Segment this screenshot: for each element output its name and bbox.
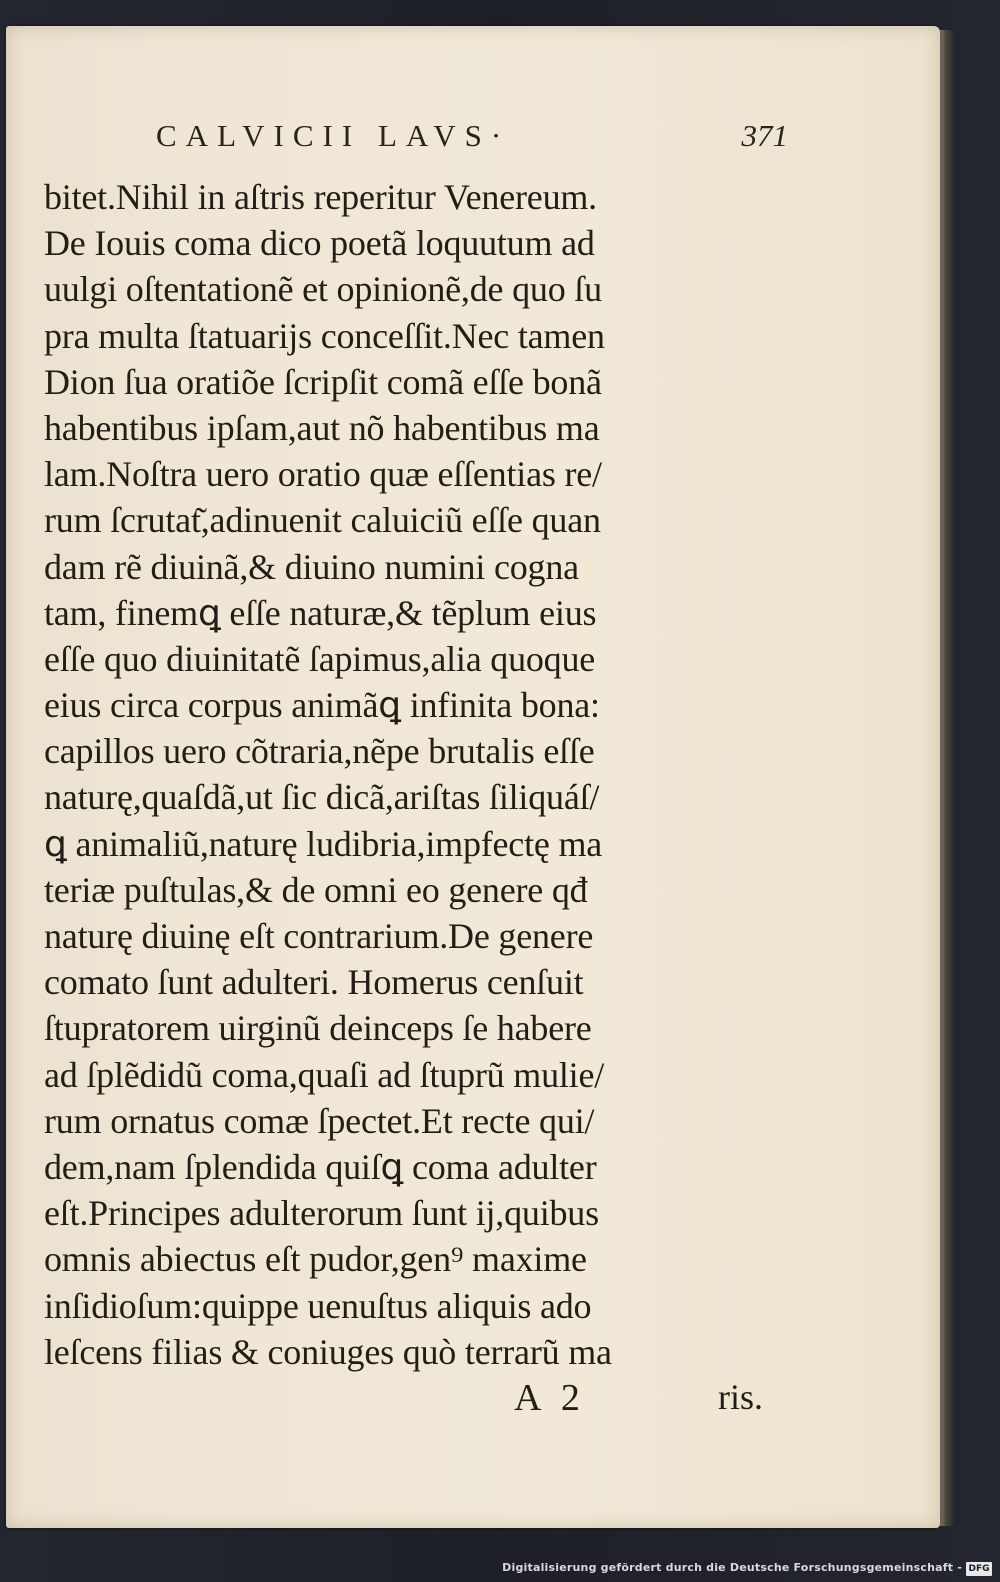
text-line: leſcens filias & coniuges quò terrarũ ma bbox=[44, 1331, 612, 1372]
signature-mark: A 2 bbox=[514, 1377, 586, 1419]
text-line: lam.Noſtra uero oratio quæ eſſentias re/ bbox=[44, 454, 602, 495]
text-line: eſt.Principes adulterorum ſunt ij,quibus bbox=[44, 1193, 599, 1234]
text-line: bitet.Nihil in aſtris reperitur Venereum. bbox=[44, 177, 597, 217]
text-line: inſidioſum:quippe uenuſtus aliquis ado bbox=[44, 1285, 592, 1326]
text-line: eſſe quo diuinitatẽ ſapimus,alia quoque bbox=[44, 638, 596, 679]
body-text bbox=[44, 174, 804, 1375]
text-line: dem,nam ſplendida quiſꝗ coma adulter bbox=[44, 1146, 597, 1187]
text-line: uulgi oſtentationẽ et opinionẽ,de quo ſu bbox=[44, 269, 602, 310]
text-line: habentibus ipſam,aut nõ habentibus ma bbox=[44, 407, 600, 448]
text-line: pra multa ſtatuarijs conceſſit.Nec tamen bbox=[44, 315, 605, 356]
text-line: capillos uero cõtraria,nẽpe brutalis eſſe bbox=[44, 731, 595, 772]
text-line: rum ornatus comæ ſpectet.Et recte qui/ bbox=[44, 1100, 595, 1141]
text-line: omnis abiectus eſt pudor,gen⁹ maxime bbox=[44, 1239, 587, 1280]
page-header bbox=[156, 118, 796, 166]
text-line: tam, finemꝗ eſſe naturæ,& tẽplum eius bbox=[44, 592, 597, 633]
dfg-logo: DFG bbox=[966, 1562, 992, 1576]
text-line: rum ſcrutat͂,adinuenit caluiciũ eſſe quan bbox=[44, 500, 601, 541]
running-head: CALVICII LAVS· bbox=[156, 118, 511, 153]
text-line: Dion ſua oratiõe ſcripſit comã eſſe bonã bbox=[44, 361, 602, 402]
book-page bbox=[6, 26, 940, 1528]
book-edge bbox=[940, 30, 954, 1526]
text-line: ad ſplẽdidũ coma,quaſi ad ſtuprũ mulie/ bbox=[44, 1054, 605, 1095]
text-line: comato ſunt adulteri. Homerus cenſuit bbox=[44, 962, 584, 1003]
text-line: naturę,quaſdã,ut ſic dicã,ariſtas ſiliquáſ/ bbox=[44, 777, 600, 818]
text-line: ſtupratorem uirginũ deinceps ſe habere bbox=[44, 1008, 592, 1049]
digitization-credit: Digitalisierung gefördert durch die Deutsche Forschungsgemeinschaft - bbox=[502, 1561, 962, 1574]
text-line: eius circa corpus animãꝗ infinita bona: bbox=[44, 685, 600, 726]
text-line: De Iouis coma dico poetã loquutum ad bbox=[44, 223, 595, 264]
catchword: ris. bbox=[718, 1377, 763, 1417]
text-line: ꝗ animaliũ,naturę ludibria,impfectę ma bbox=[44, 823, 603, 864]
text-line: naturę diuinę eſt contrarium.De genere bbox=[44, 916, 594, 956]
page-number: 371 bbox=[741, 118, 788, 153]
text-line: teriæ puſtulas,& de omni eo genere qđ bbox=[44, 869, 588, 910]
text-line: dam rẽ diuinã,& diuino numini cogna bbox=[44, 546, 579, 587]
